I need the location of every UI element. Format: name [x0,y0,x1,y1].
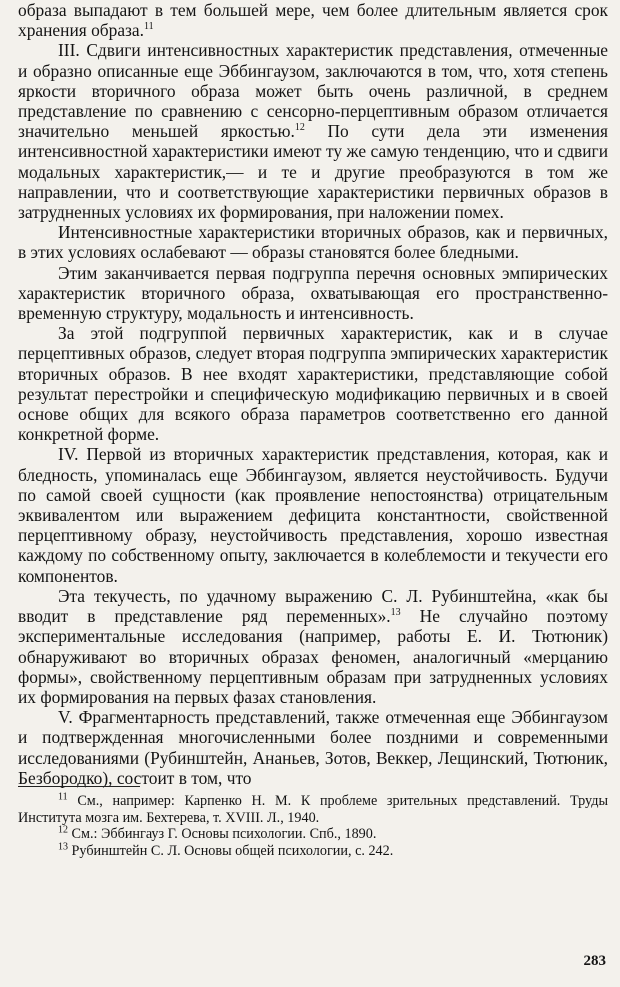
footnotes [18,793,608,859]
paragraph-5: За этой подгруппой первичных характеристик, как и в случае перцептивных образов, следует вторая подгруппа эмпирических характеристик вторичных образов. В нее входят характеристики, представляющие собой результат перестройки и специфическую модификацию первичных и в своей основе общих для всякого образа параметров соответственно его данной конкретной форме. [18,323,608,445]
footnote-ref-11: 11 [144,21,154,33]
paragraph-6: IV. Первой из вторичных характеристик представления, которая, как и бледность, упоминалась еще Эббингаузом, является неустойчивость. Будучи по самой своей сущности (как проявление непостоянства) отрицательным эквивалентом или выражением дефицита константности, свойственной перцептивному образу, неустойчивость представления, хорошо известная каждому по собственному опыту, заключается в колеблемости и текучести его компонентов. [18,444,608,586]
footnote-divider [18,786,140,787]
paragraph-1: образа выпадают в тем большей мере, чем более длительным является срок хранения образа.$^{11}$ [18,0,608,41]
page-number: 283 [583,953,606,969]
footnote-11: $^{11}$ См., например: Карпенко Н. М. К проблеме зрительных представлений. Труды Института мозга им. Бехтерева, т. XVIII. Л., 1940. [18,791,608,826]
footnote-ref-13: 13 [390,607,401,619]
paragraph-2: III. Сдвиги интенсивностных характеристик представления, отмеченные и образно описанные еще Эббингаузом, заключаются в том, что, хотя степень яркости вторичного образа может быть очень различной, в среднем представление по сравнению с сенсорно-перцептивным образом отличается значительно меньшей яркостью.$^{12}$ По сути дела эти изменения интенсивностной характеристики имеют ту же самую тенденцию, что и сдвиги модальных характеристик,— и те и другие преобразуются в том же направлении, что и соответствующие характеристики первичных образов в затрудненных условиях их формирования, при наложении помех. [18,40,609,223]
footnote-ref-12: 12 [294,122,305,134]
paragraph-4: Этим заканчивается первая подгруппа перечня основных эмпирических характеристик вторичного образа, охватывающая его пространственно-временную структуру, модальность и интенсивность. [18,262,608,324]
footnote-12: $^{12}$ См.: Эббингауз Г. Основы психологии. Спб., 1890. [58,824,377,843]
paragraph-3: Интенсивностные характеристики вторичных образов, как и первичных, в этих условиях ослабевают — образы становятся более бледными. [18,222,608,263]
paragraph-7: Эта текучесть, по удачному выражению С. Л. Рубинштейна, «как бы вводит в представление ряд переменных».$^{13}$ Не случайно поэтому экспериментальные исследования (например, работы Е. И. Тютюник) обнаруживают во вторичных образах феномен, аналогичный «мерцанию формы», свойственному перцептивным образам при затрудненных условиях их формирования на первых фазах становления. [18,585,608,707]
footnote-13: $^{13}$ Рубинштейн С. Л. Основы общей психологии, с. 242. [58,841,394,859]
main-text [18,0,608,788]
paragraph-8: V. Фрагментарность представлений, также отмеченная еще Эббингаузом и подтвержденная многочисленными более поздними и современными исследованиями (Рубинштейн, Ананьев, Зотов, Веккер, Лещинский, Тютюник, Безбородко), состоит в том, что [18,707,608,788]
